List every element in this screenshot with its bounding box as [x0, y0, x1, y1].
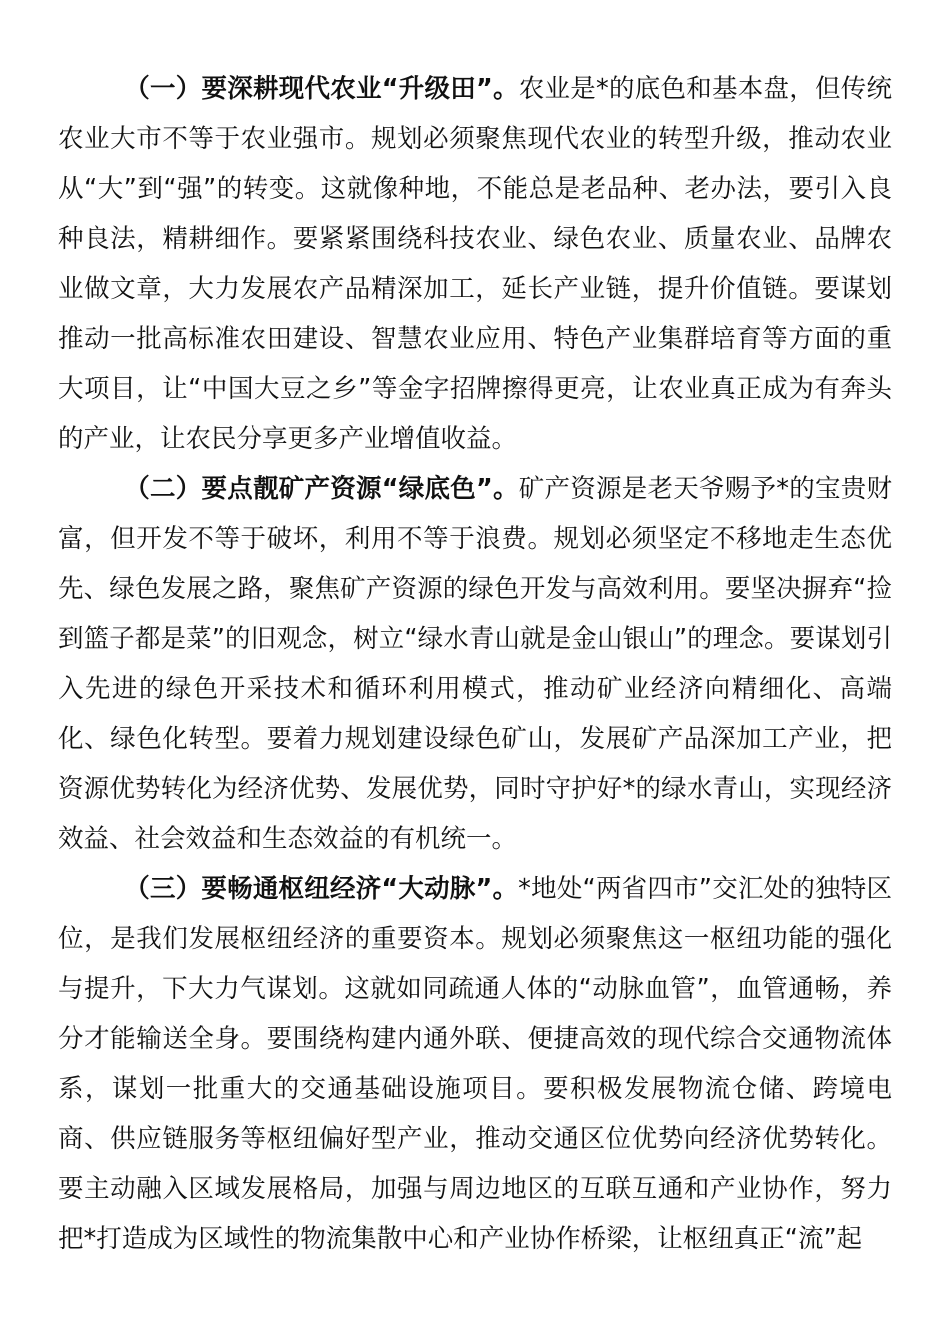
document-page — [58, 64, 892, 1264]
paragraph-heading: （一）要深耕现代农业“升级田”。 — [124, 74, 519, 104]
paragraph-agriculture — [58, 64, 892, 464]
paragraph-heading: （三）要畅通枢纽经济“大动脉”。 — [124, 874, 519, 904]
paragraph-body: 矿产资源是老天爷赐予*的宝贵财富，但开发不等于破坏，利用不等于浪费。规划必须坚定不移地走生态优先、绿色发展之路，聚焦矿产资源的绿色开发与高效利用。要坚决摒弃“捡到篮子都是菜”的旧观念，树立“绿水青山就是金山银山”的理念。要谋划引入先进的绿色开采技术和循环利用模式，推动矿业经济向精细化、高端化、绿色化转型。要着力规划建设绿色矿山，发展矿产品深加工产业，把资源优势转化为经济优势、发展优势，同时守护好*的绿水青山，实现经济效益、社会效益和生态效益的有机统一。 — [58, 474, 892, 854]
paragraph-hub-economy — [58, 864, 892, 1264]
paragraph-body: *地处“两省四市”交汇处的独特区位，是我们发展枢纽经济的重要资本。规划必须聚焦这一枢纽功能的强化与提升，下大力气谋划。这就如同疏通人体的“动脉血管”，血管通畅，养分才能输送全身。要围绕构建内通外联、便捷高效的现代综合交通物流体系，谋划一批重大的交通基础设施项目。要积极发展物流仓储、跨境电商、供应链服务等枢纽偏好型产业，推动交通区位优势向经济优势转化。要主动融入区域发展格局，加强与周边地区的互联互通和产业协作，努力把*打造成为区域性的物流集散中心和产业协作桥梁，让枢纽真正“流”起 — [58, 874, 892, 1254]
paragraph-body: 农业是*的底色和基本盘，但传统农业大市不等于农业强市。规划必须聚焦现代农业的转型升级，推动农业从“大”到“强”的转变。这就像种地，不能总是老品种、老办法，要引入良种良法，精耕细作。要紧紧围绕科技农业、绿色农业、质量农业、品牌农业做文章，大力发展农产品精深加工，延长产业链，提升价值链。要谋划推动一批高标准农田建设、智慧农业应用、特色产业集群培育等方面的重大项目，让“中国大豆之乡”等金字招牌擦得更亮，让农业真正成为有奔头的产业，让农民分享更多产业增值收益。 — [58, 74, 892, 454]
paragraph-mineral-resources — [58, 464, 892, 864]
paragraph-heading: （二）要点靓矿产资源“绿底色”。 — [124, 474, 519, 504]
